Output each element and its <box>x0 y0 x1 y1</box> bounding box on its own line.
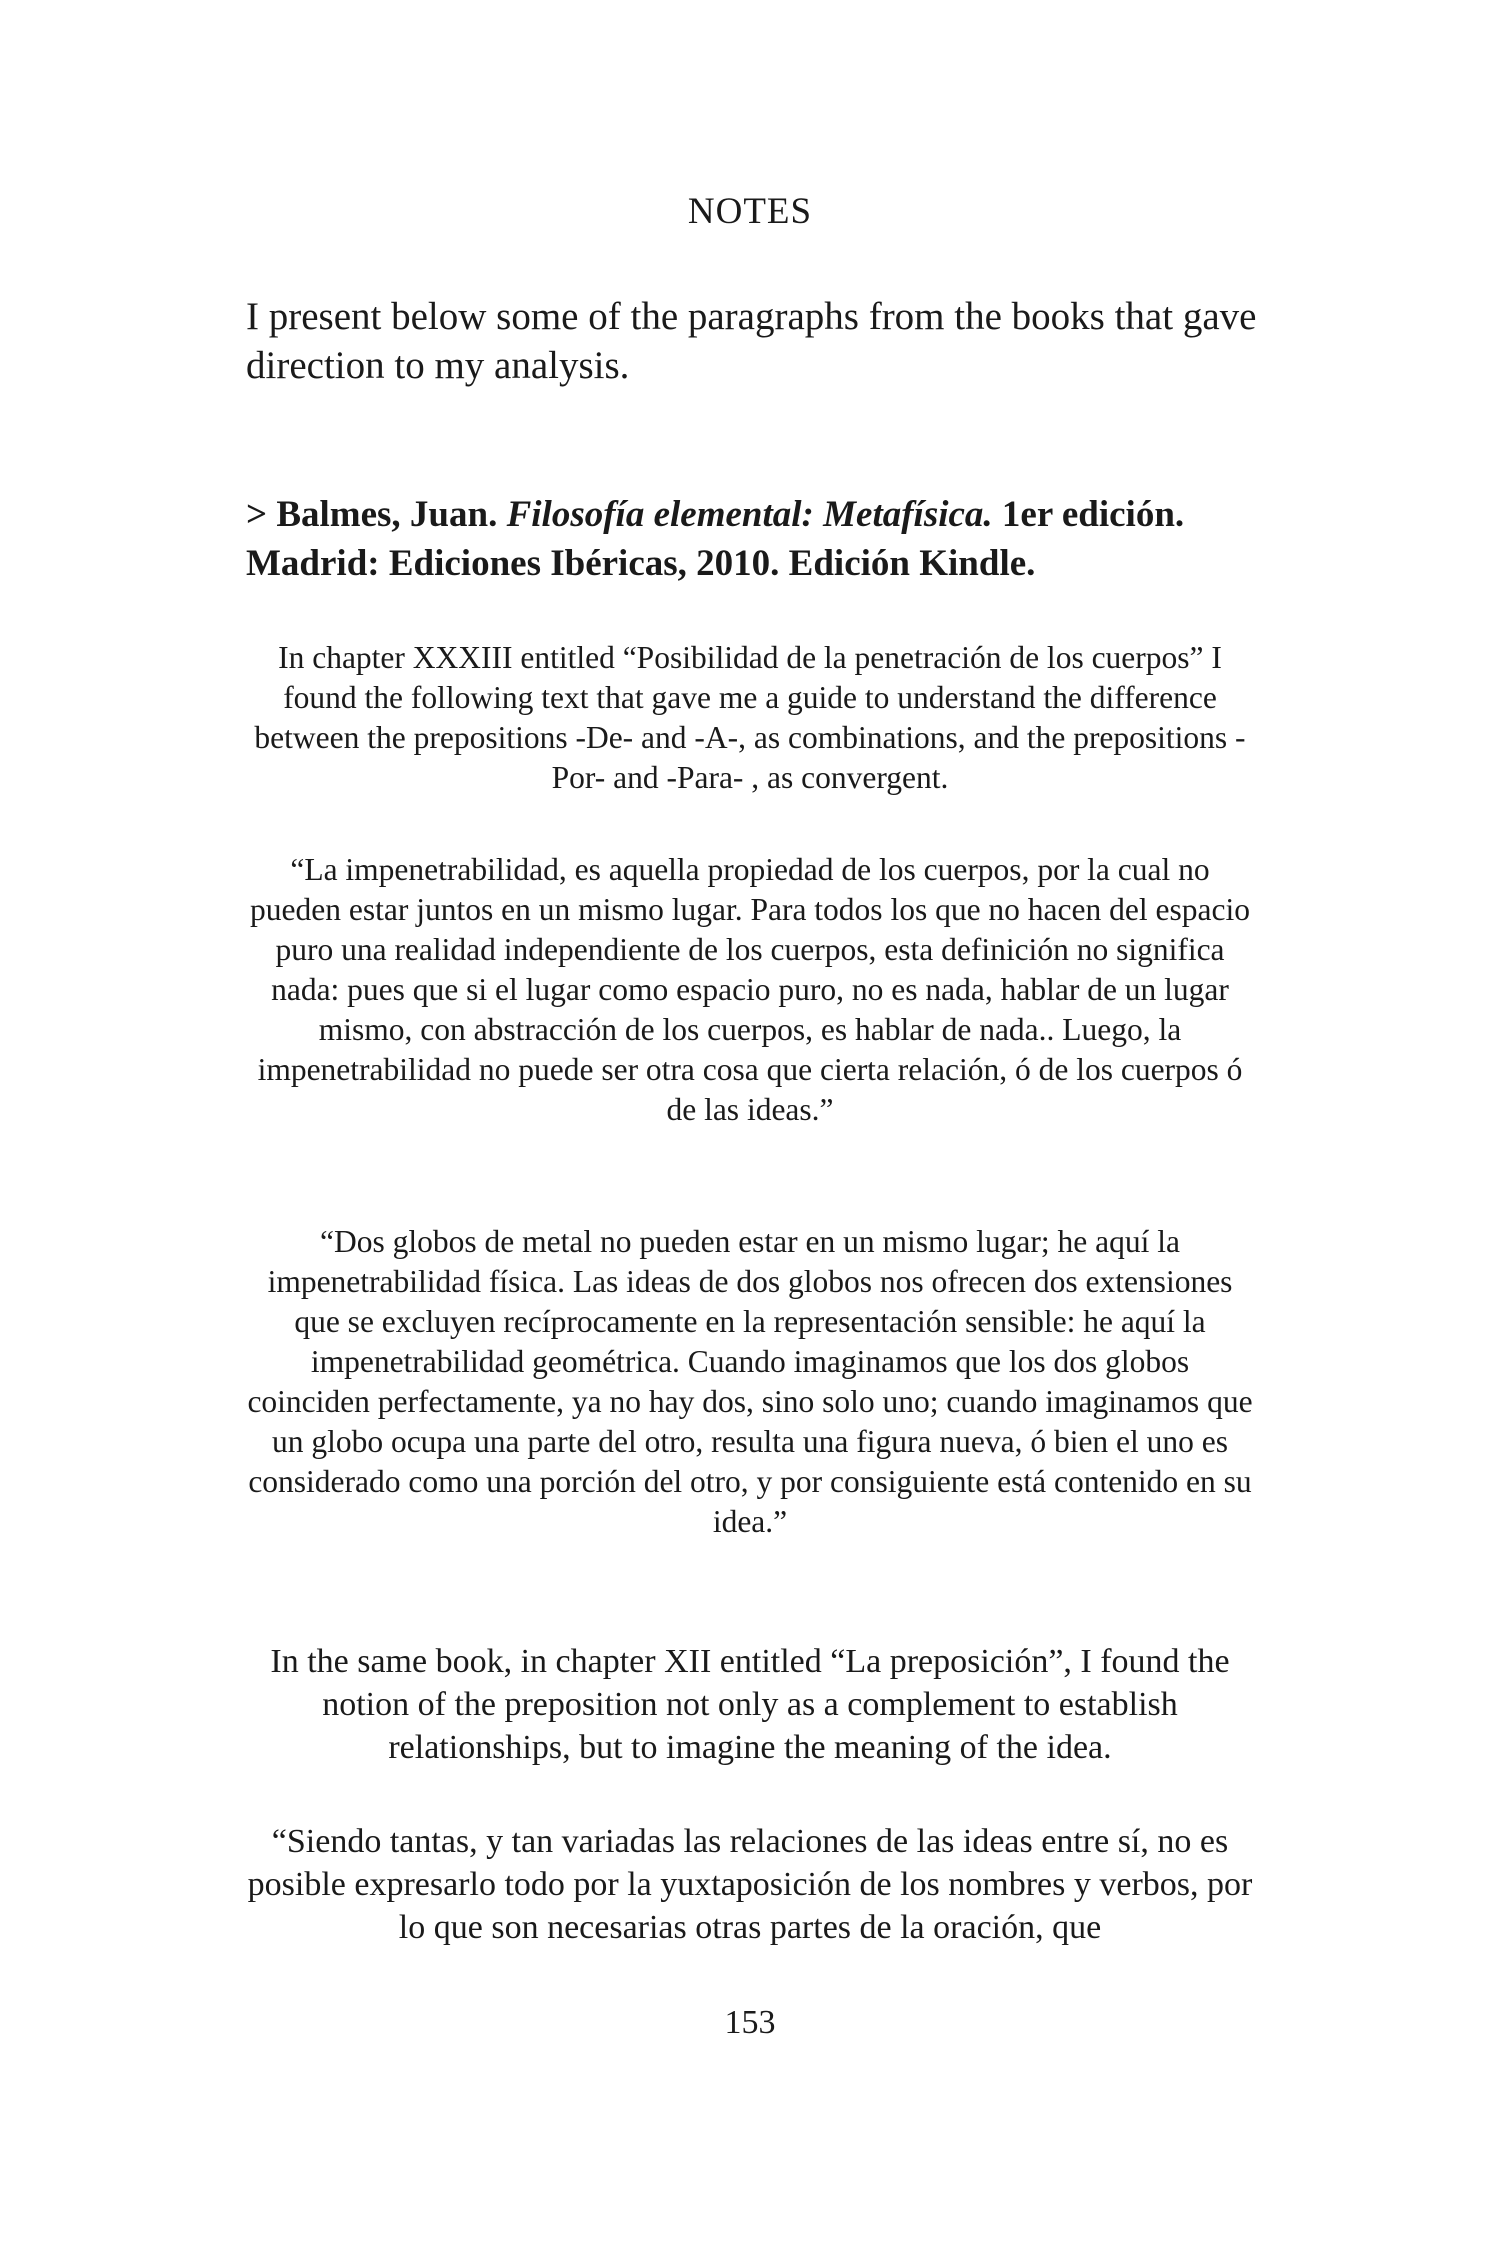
quote-relaciones: “Siendo tantas, y tan variadas las relaciones de las ideas entre sí, no es posible expresarlo todo por la yuxtaposición de los nombres y verbos, por lo que son necesarias otras partes de la oración, que <box>247 1823 1253 1946</box>
quote-globos: “Dos globos de metal no pueden estar en un mismo lugar; he aquí la impenetrabilidad física. Las ideas de dos globos nos ofrecen dos extensiones que se excluyen recíprocamente en la representación sensible: he aquí la impenetrabilidad geométrica. Cuando imaginamos que los dos globos coinciden perfectamente, ya no hay dos, sino solo uno; cuando imaginamos que un globo ocupa una parte del otro, resulta una figura nueva, ó bien el uno es considerado como una porción del otro, y por consiguiente está contenido en su idea.” <box>247 1224 1253 1539</box>
page-number: 153 <box>724 2004 776 2041</box>
intro-paragraph: I present below some of the paragraphs from the books that gave direction to my analysis. <box>246 295 1257 387</box>
quote-impenetrabilidad: “La impenetrabilidad, es aquella propiedad de los cuerpos, por la cual no pueden estar juntos en un mismo lugar. Para todos los que no hacen del espacio puro una realidad independiente de los cuerpos, esta definición no significa nada: pues que si el lugar como espacio puro, no es nada, hablar de un lugar mismo, con abstracción de los cuerpos, es hablar de nada.. Luego, la impenetrabilidad no puede ser otra cosa que cierta relación, ó de los cuerpos ó de las ideas.” <box>250 852 1250 1127</box>
citation-author: > Balmes, Juan. <box>246 494 507 535</box>
citation-title: Filosofía elemental: Metafísica. <box>506 494 993 535</box>
citation-details: 1er edición. Madrid: Ediciones Ibéricas, 2010. Edición Kindle. <box>246 494 1185 584</box>
bibliographic-citation <box>246 490 1266 588</box>
chapter-xxxiii-paragraph: In chapter XXXIII entitled “Posibilidad de la penetración de los cuerpos” I found the following text that gave me a guide to understand the difference between the prepositions -De- and -A-, as combinations, and the prepositions -Por- and -Para- , as convergent. <box>254 640 1246 795</box>
chapter-xii-paragraph: In the same book, in chapter XII entitled “La preposición”, I found the notion of the preposition not only as a complement to establish relationships, but to imagine the meaning of the idea. <box>270 1643 1230 1766</box>
section-heading: NOTES <box>687 191 813 232</box>
